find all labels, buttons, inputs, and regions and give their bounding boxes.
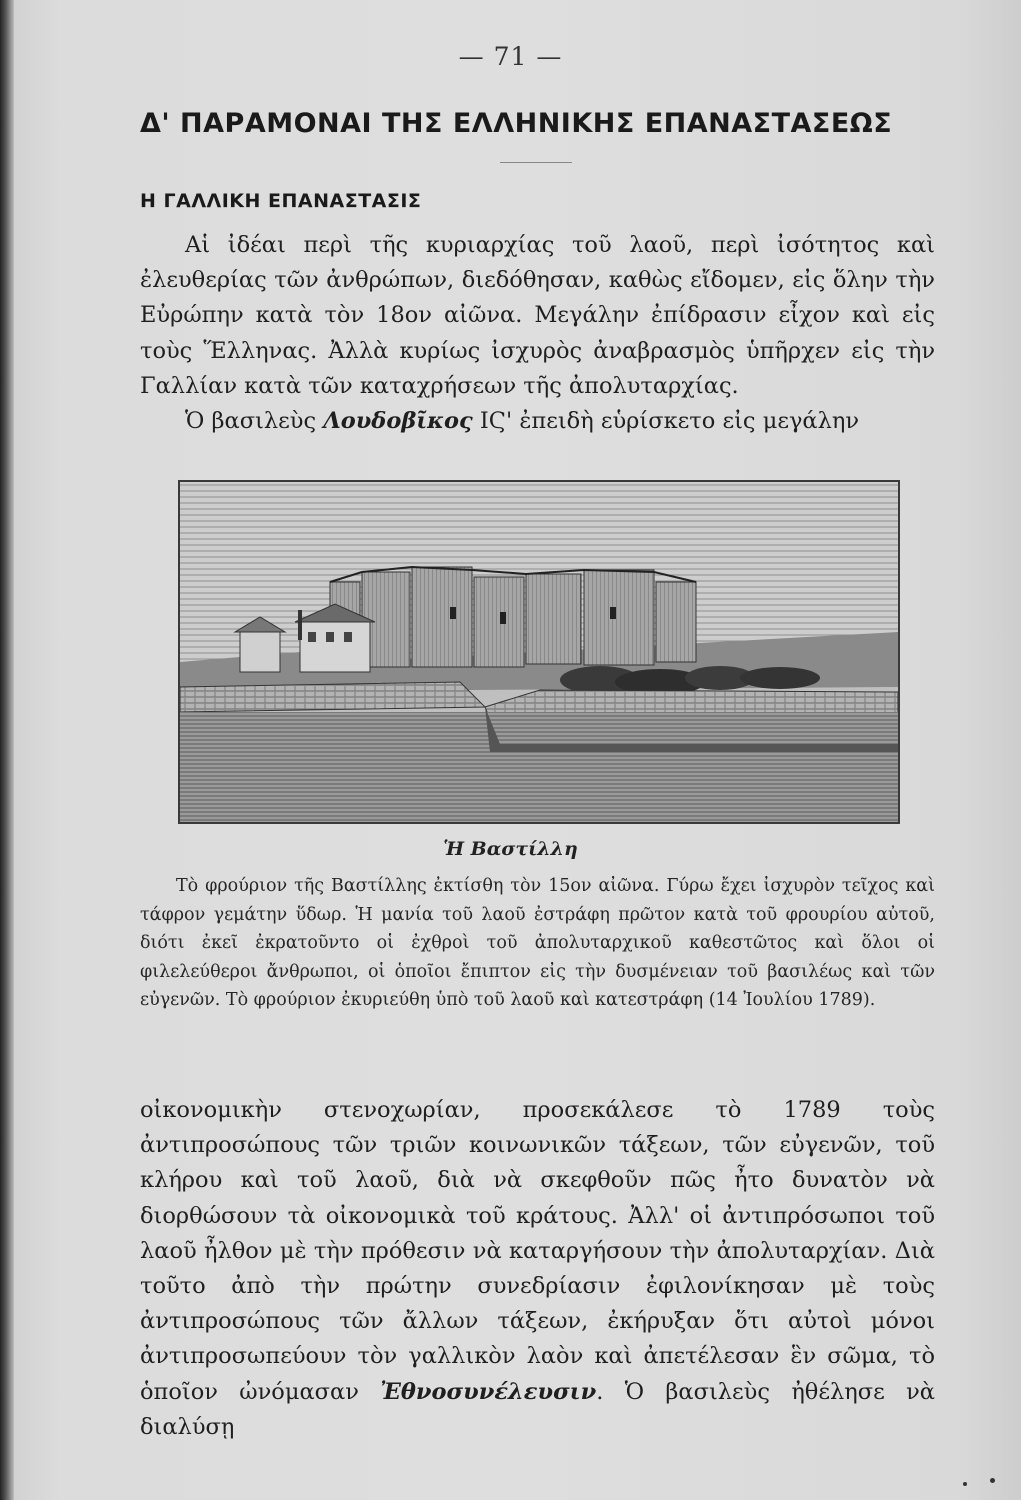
continuation-end: . Ὁ βασιλεὺς ἠθέλησε νὰ διαλύσῃ [140, 1378, 935, 1440]
intro-paragraph-1: Αἱ ἰδέαι περὶ τῆς κυριαρχίας τοῦ λαοῦ, περὶ ἰσότητος καὶ ἐλευθερίας τῶν ἀνθρώπων, διεδόθησαν, καθὼς εἴδομεν, εἰς ὅλην τὴν Εὐρώπην κατὰ τὸν 18ον αἰῶνα. Μεγάλην ἐπίδρασιν εἶχον καὶ εἰς τοὺς Ἕλληνας. Ἀλλὰ κυρίως ἰσχυρὸς ἀναβρασμὸς ὑπῆρχεν εἰς τὴν Γαλλίαν κατὰ τῶν καταχρήσεων τῆς ἀπολυταρχίας. [140, 232, 935, 399]
fortress [330, 567, 696, 667]
book-gutter [0, 0, 14, 1500]
national-assembly-term: Ἐθνοσυνέλευσιν [380, 1378, 597, 1405]
print-speck [990, 1478, 995, 1483]
intro-paragraph-2-start: Ὁ βασιλεὺς [185, 408, 317, 435]
continuation-text [140, 1093, 935, 1445]
page-number: — 71 — [458, 42, 563, 71]
figure-caption-title: Ἡ Βαστίλλη [443, 838, 578, 860]
continuation-paragraph [140, 1093, 935, 1445]
intro-paragraph-2-end: ΙϚ' ἐπειδὴ εὑρίσκετο εἰς μεγάλην [479, 408, 860, 435]
intro-text [140, 228, 935, 439]
intro-paragraph-2 [140, 404, 935, 439]
chapter-title: Δ' ΠΑΡΑΜΟΝΑΙ ΤΗΣ ΕΛΛΗΝΙΚΗΣ ΕΠΑΝΑΣΤΑΣΕΩΣ [140, 108, 893, 139]
print-speck [963, 1482, 967, 1486]
section-title: Η ΓΑΛΛΙΚΗ ΕΠΑΝΑΣΤΑΣΙΣ [140, 190, 422, 212]
moat-water [180, 712, 898, 822]
bastille-illustration [180, 482, 898, 822]
figure-caption [140, 872, 935, 1015]
left-rampart [180, 682, 485, 712]
bastille-engraving [178, 480, 900, 824]
king-name: Λουδοβῖκος [323, 408, 473, 435]
continuation-start: οἰκονομικὴν στενοχωρίαν, προσεκάλεσε τὸ 1789 τοὺς ἀντιπροσώπους τῶν τριῶν κοινωνικῶν τάξεων, τῶν εὐγενῶν, τοῦ κλήρου καὶ τοῦ λαοῦ, διὰ νὰ σκεφθοῦν πῶς ἦτο δυνατὸν νὰ διορθώσουν τὰ οἰκονομικὰ τοῦ κράτους. Ἀλλ' οἱ ἀντιπρόσωποι τοῦ λαοῦ ἦλθον μὲ τὴν πρόθεσιν νὰ καταργήσουν τὴν ἀπολυταρχίαν. Διὰ τοῦτο ἀπὸ τὴν πρώτην συνεδρίασιν ἐφιλονίκησαν μὲ τοὺς ἀντιπροσώπους τῶν ἄλλων τάξεων, ἐκήρυξαν ὅτι αὐτοὶ μόνοι ἀντιπροσωπεύουν τὸν γαλλικὸν λαὸν καὶ ἀπετέλεσαν ἓν σῶμα, τὸ ὁποῖον ὠνόμασαν [140, 1097, 935, 1405]
figure-caption-text: Τὸ φρούριον τῆς Βαστίλλης ἐκτίσθη τὸν 15ον αἰῶνα. Γύρω ἔχει ἰσχυρὸν τεῖχος καὶ τάφρον γεμάτην ὕδωρ. Ἡ μανία τοῦ λαοῦ ἐστράφη πρῶτον κατὰ τοῦ φρουρίου αὐτοῦ, διότι ἐκεῖ ἐκρατοῦντο οἱ ἐχθροὶ τοῦ ἀπολυταρχικοῦ καθεστῶτος καὶ ὅλοι οἱ φιλελεύθεροι ἄνθρωποι, οἱ ὁποῖοι ἔπιπτον εἰς τὴν δυσμένειαν τοῦ βασιλέως καὶ τῶν εὐγενῶν. Τὸ φρούριον ἐκυριεύθη ὑπὸ τοῦ λαοῦ καὶ κατεστράφη (14 Ἰουλίου 1789). [140, 876, 935, 1011]
title-divider [500, 162, 572, 163]
